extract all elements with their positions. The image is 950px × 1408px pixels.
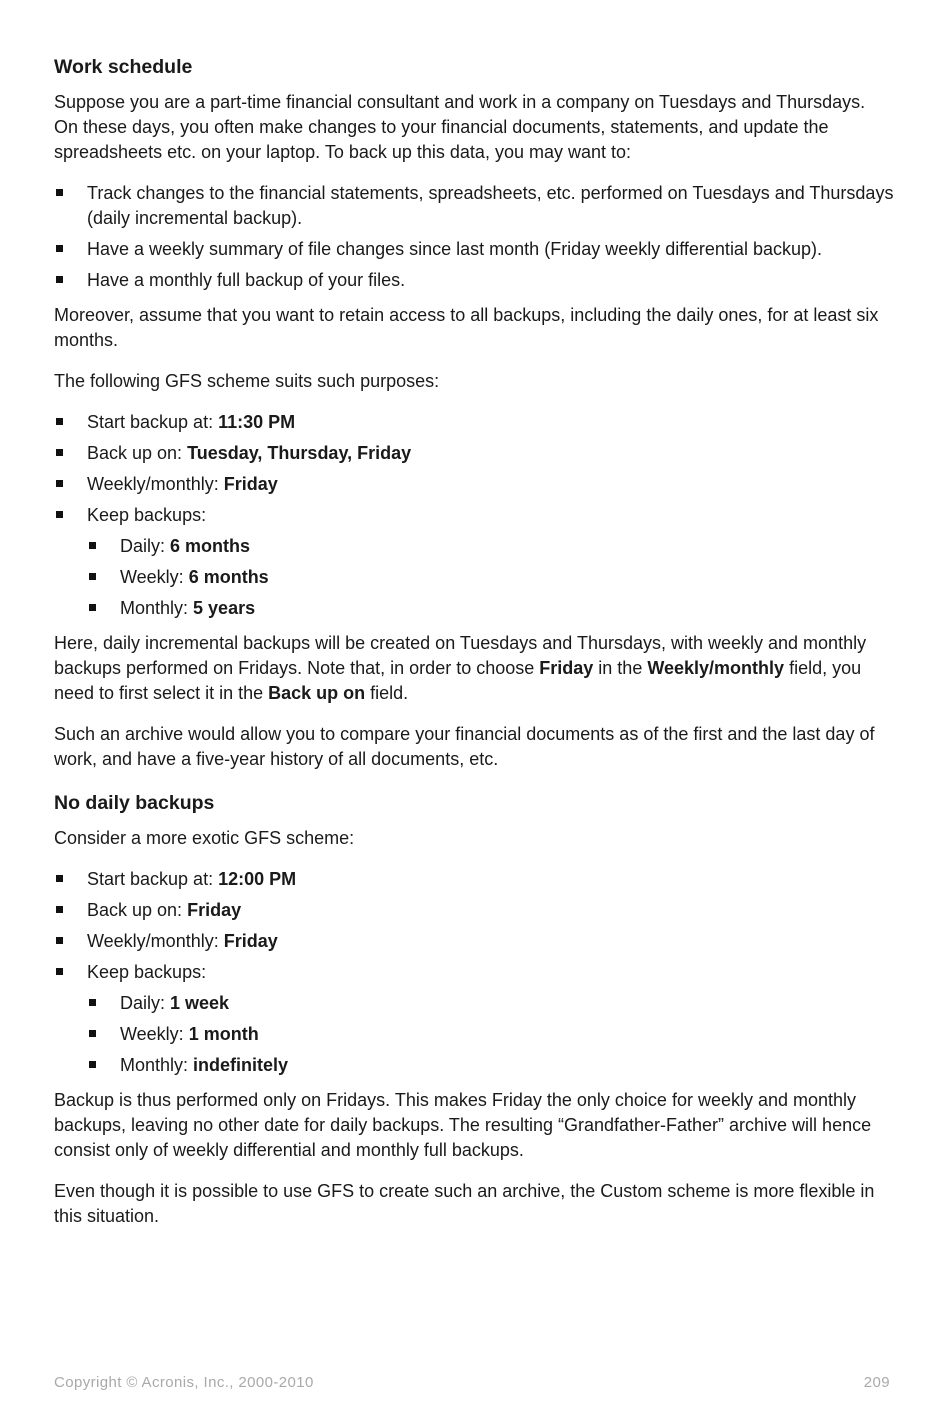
section-heading-no-daily-backups: No daily backups <box>54 792 215 814</box>
setting-start-backup: Start backup at: 12:00 PM <box>54 867 894 892</box>
intro-paragraph: Suppose you are a part-time financial consultant and work in a company on Tuesdays and Thursdays. On these days, you often make changes to your financial documents, statements, and update the spreadsheets etc. on your laptop. To back up this data, you may want to: <box>54 92 866 162</box>
scheme-settings-list <box>54 410 894 621</box>
list-item: Have a monthly full backup of your files. <box>54 268 894 293</box>
setting-keep-backups: Keep backups: Daily: 6 months Weekly: 6 months Monthly: 5 years <box>54 503 894 621</box>
goals-list <box>54 181 894 293</box>
intro-paragraph: Consider a more exotic GFS scheme: <box>54 828 355 848</box>
setting-keep-backups: Keep backups: Daily: 1 week Weekly: 1 month Monthly: indefinitely <box>54 960 894 1078</box>
scheme-intro-paragraph: The following GFS scheme suits such purposes: <box>54 371 440 391</box>
page-number: 209 <box>863 1374 890 1391</box>
closing-paragraph: Even though it is possible to use GFS to create such an archive, the Custom scheme is more flexible in this situation. <box>54 1181 875 1226</box>
setting-start-backup: Start backup at: 11:30 PM <box>54 410 894 435</box>
explanation-paragraph: Here, daily incremental backups will be created on Tuesdays and Thursdays, with weekly and monthly backups performed on Fridays. Note that, in order to choose Friday in the Weekly/monthly field, you need to first select it in the Back up on field. <box>54 633 867 703</box>
list-item: Have a weekly summary of file changes since last month (Friday weekly differential backup). <box>54 237 894 262</box>
closing-paragraph: Such an archive would allow you to compare your financial documents as of the first and the last day of work, and have a five-year history of all documents, etc. <box>54 724 875 769</box>
setting-back-up-on: Back up on: Friday <box>54 898 894 923</box>
setting-keep-weekly: Weekly: 6 months <box>87 565 894 590</box>
retain-paragraph: Moreover, assume that you want to retain access to all backups, including the daily ones, for at least six months. <box>54 305 879 350</box>
setting-keep-monthly: Monthly: 5 years <box>87 596 894 621</box>
keep-backups-sublist <box>87 534 894 621</box>
setting-keep-monthly: Monthly: indefinitely <box>87 1053 894 1078</box>
copyright-text: Copyright © Acronis, Inc., 2000-2010 <box>54 1374 314 1391</box>
scheme-settings-list <box>54 867 894 1078</box>
setting-keep-daily: Daily: 6 months <box>87 534 894 559</box>
keep-backups-sublist <box>87 991 894 1078</box>
document-page <box>54 54 894 1245</box>
setting-weekly-monthly: Weekly/monthly: Friday <box>54 929 894 954</box>
setting-keep-daily: Daily: 1 week <box>87 991 894 1016</box>
page-footer <box>54 1374 890 1391</box>
setting-back-up-on: Back up on: Tuesday, Thursday, Friday <box>54 441 894 466</box>
list-item: Track changes to the financial statements, spreadsheets, etc. performed on Tuesdays and Thursdays (daily incremental backup). <box>54 181 894 231</box>
setting-weekly-monthly: Weekly/monthly: Friday <box>54 472 894 497</box>
section-heading-work-schedule: Work schedule <box>54 56 193 78</box>
setting-keep-weekly: Weekly: 1 month <box>87 1022 894 1047</box>
explanation-paragraph: Backup is thus performed only on Fridays. This makes Friday the only choice for weekly and monthly backups, leaving no other date for daily backups. The resulting “Grandfather-Father” archive will hence consist only of weekly differential and monthly full backups. <box>54 1090 872 1160</box>
